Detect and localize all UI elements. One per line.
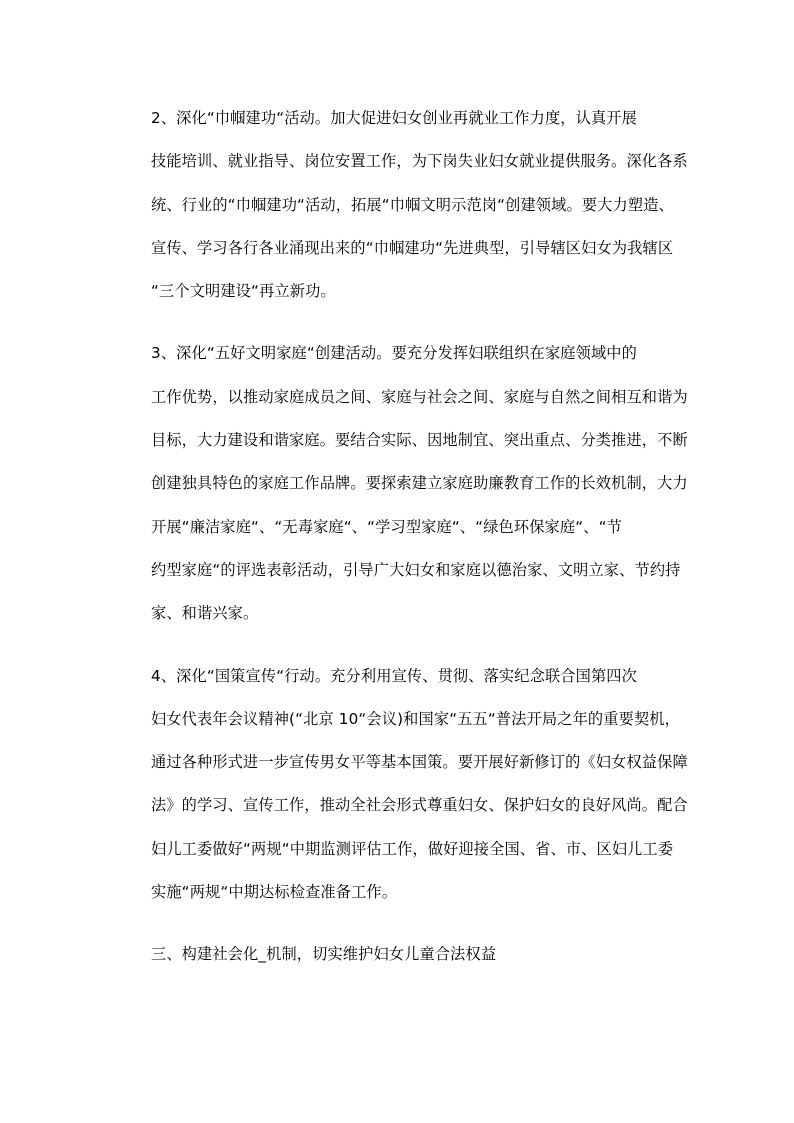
paragraph-line: 通过各种形式进一步宣传男女平等基本国策。要开展好新修订的《妇女权益保障: [151, 753, 688, 772]
paragraph-line: 创建独具特色的家庭工作品牌。要探索建立家庭助廉教育工作的长效机制，大力: [151, 474, 688, 493]
paragraph-line: 宣传、学习各行各业涌现出来的“巾帼建功“先进典型，引导辖区妇女为我辖区: [151, 238, 674, 257]
paragraph-line: 实施“两规“中期达标检查准备工作。: [151, 883, 398, 902]
paragraph-line: 妇儿工委做好“两规“中期监测评估工作，做好迎接全国、省、市、区妇儿工委: [151, 839, 674, 858]
section-heading: [118, 933, 676, 976]
paragraph-line: 约型家庭“的评选表彰活动，引导广大妇女和家庭以德治家、文明立家、节约持: [151, 560, 681, 579]
section-heading-text: 三、构建社会化_机制，切实维护妇女儿童合法权益: [151, 945, 497, 964]
paragraph-line: 工作优势，以推动家庭成员之间、家庭与社会之间、家庭与自然之间相互和谐为: [151, 387, 688, 406]
paragraph-line: 法》的学习、宣传工作，推动全社会形式尊重妇女、保护妇女的良好风尚。配合: [151, 796, 688, 815]
paragraph-line: 统、行业的“巾帼建功“活动，拓展“巾帼文明示范岗“创建领域。要大力塑造、: [151, 195, 674, 214]
paragraph-deepen-jinguo: [118, 97, 688, 313]
paragraph-line: 开展“廉洁家庭“、“无毒家庭“、“学习型家庭“、“绿色环保家庭“、“节: [151, 517, 622, 536]
paragraph-line: 家、和谐兴家。: [151, 604, 259, 623]
paragraph-line: 4、深化“国策宣传“行动。充分利用宣传、贯彻、落实纪念联合国第四次: [151, 666, 637, 685]
paragraph-line: 3、深化“五好文明家庭“创建活动。要充分发挥妇联组织在家庭领域中的: [151, 344, 637, 363]
paragraph-line: 技能培训、就业指导、岗位安置工作，为下岗失业妇女就业提供服务。深化各系: [151, 152, 688, 171]
paragraph-line: 2、深化“巾帼建功“活动。加大促进妇女创业再就业工作力度，认真开展: [151, 109, 637, 127]
paragraph-deepen-national-policy: [118, 655, 688, 915]
document-body: [118, 97, 688, 977]
paragraph-deepen-five-good-families: [118, 332, 688, 635]
paragraph-line: 妇女代表年会议精神(“北京 10“会议)和国家“五五“普法开局之年的重要契机，: [151, 709, 680, 728]
paragraph-line: “三个文明建设“再立新功。: [151, 282, 336, 301]
paragraph-line: 目标，大力建设和谐家庭。要结合实际、因地制宜、突出重点、分类推进，不断: [151, 431, 688, 450]
